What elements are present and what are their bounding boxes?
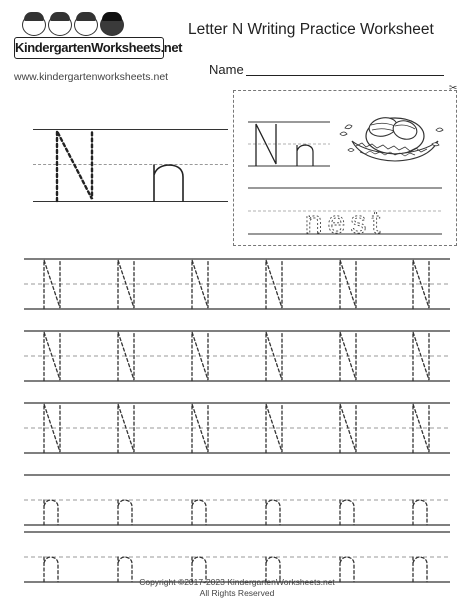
trace-letter (118, 500, 132, 525)
trace-letter (340, 260, 356, 309)
trace-letter (340, 404, 356, 453)
trace-letter (44, 260, 60, 309)
practice-row[interactable] (24, 475, 450, 525)
trace-letter (340, 500, 354, 525)
trace-letter (413, 500, 427, 525)
trace-letter (266, 260, 282, 309)
page-title: Letter N Writing Practice Worksheet (188, 21, 434, 38)
practice-row[interactable] (24, 259, 450, 309)
trace-letter (44, 404, 60, 453)
trace-letter (413, 332, 429, 381)
site-url: www.kindergartenworksheets.net (14, 71, 169, 83)
logo-text-part1: Kindergarten (15, 40, 92, 55)
practice-row[interactable] (24, 331, 450, 381)
trace-letter (192, 404, 208, 453)
trace-letter (44, 500, 58, 525)
card-word-tracing: nest (304, 204, 386, 240)
trace-letter (44, 332, 60, 381)
footer-rights: All Rights Reserved (199, 588, 275, 598)
trace-letter (266, 404, 282, 453)
trace-letter (118, 332, 134, 381)
trace-letter (340, 332, 356, 381)
trace-letter (192, 332, 208, 381)
trace-letter (118, 260, 134, 309)
trace-letter (266, 500, 280, 525)
name-label: Name (209, 62, 244, 77)
trace-letter (192, 260, 208, 309)
scissors-icon: ✂ (449, 83, 458, 94)
practice-row[interactable] (24, 403, 450, 453)
trace-letter (118, 404, 134, 453)
trace-letter (413, 260, 429, 309)
trace-letter (192, 500, 206, 525)
trace-letter (266, 332, 282, 381)
practice-row[interactable] (24, 532, 450, 582)
footer-copyright: Copyright ©2017-2023 KindergartenWorksheets.net (139, 577, 335, 587)
logo-text-part2: Worksheets.net (91, 40, 183, 55)
trace-letter (413, 404, 429, 453)
